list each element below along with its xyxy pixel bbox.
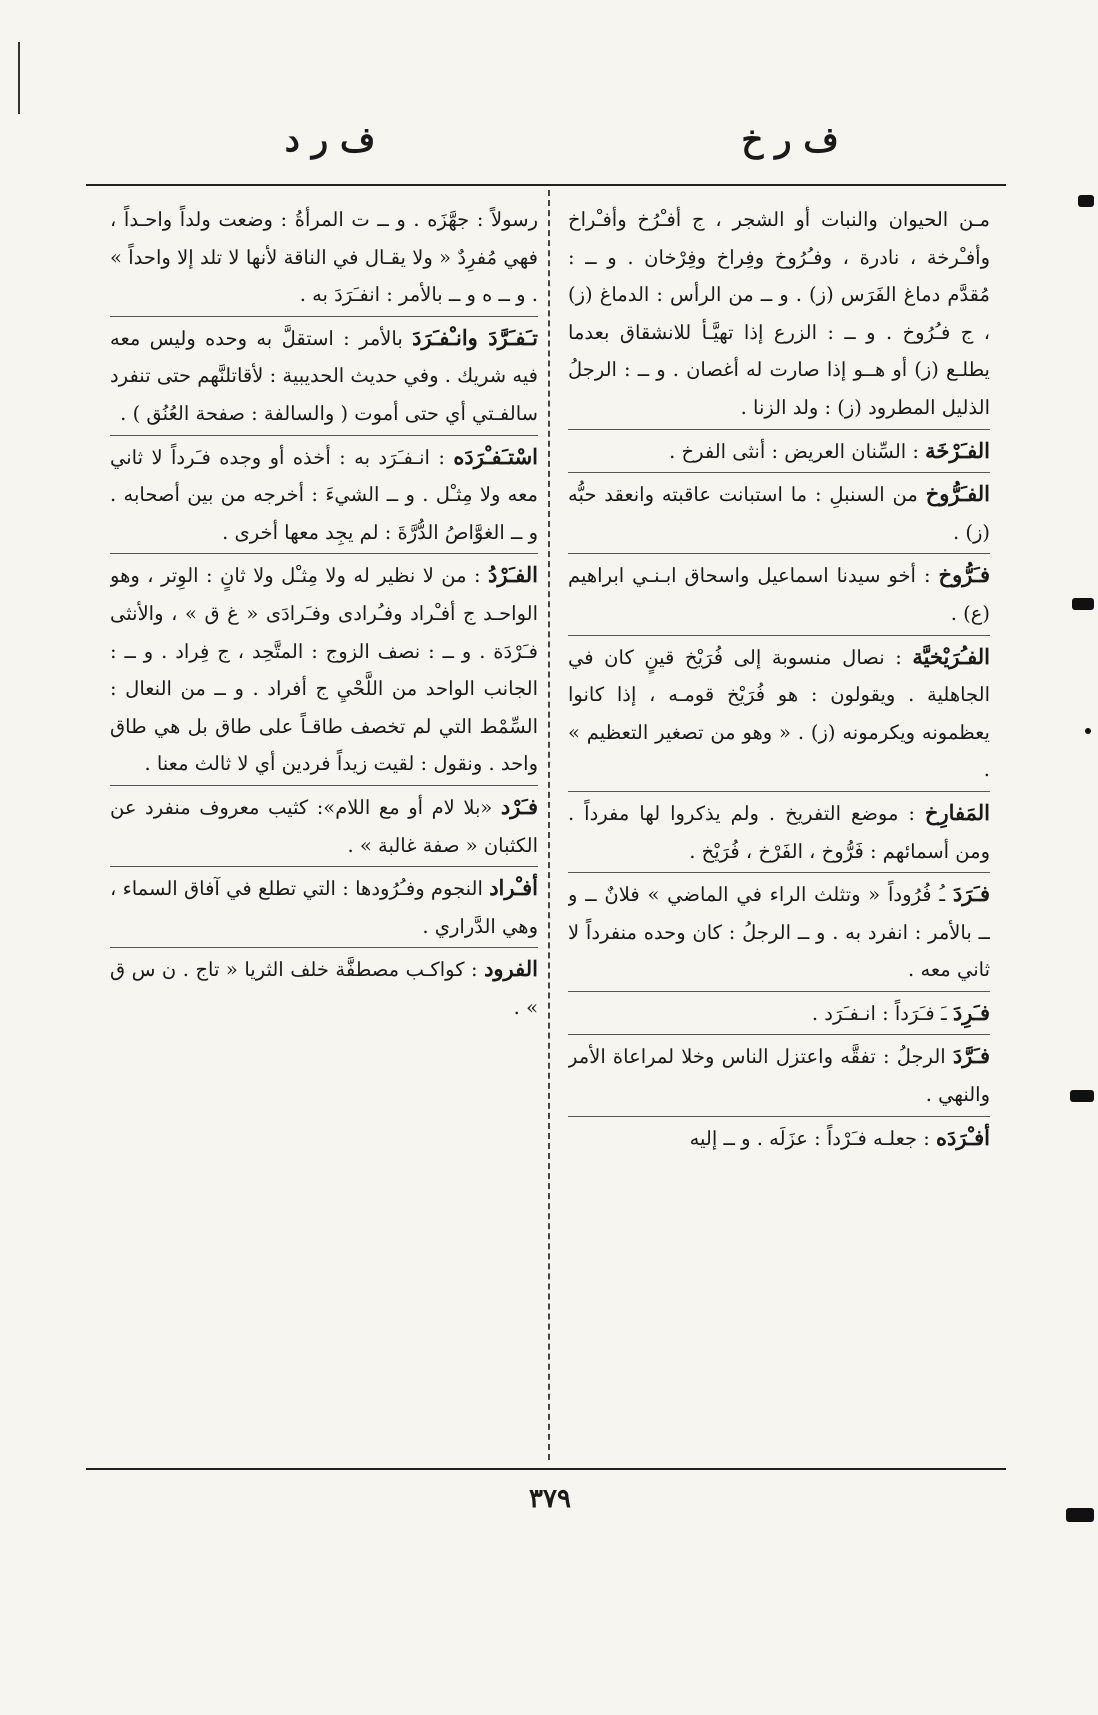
entry-continuation [110, 200, 538, 314]
footer-rule [86, 1468, 1006, 1470]
entry [110, 316, 538, 433]
entry [110, 866, 538, 945]
running-head-left: ف ر د [284, 120, 376, 160]
right-column [568, 200, 990, 1460]
definition: من السنبلِ : ما استبانت عاقبته وانعقد حبُّه (ز) . [568, 483, 990, 544]
definition: : أخو سيدنا اسماعيل واسحاق ابـنـي ابراهيم (ع) . [568, 564, 990, 625]
entry [110, 553, 538, 783]
headword: الفـُرَيْخيَّة [912, 643, 990, 669]
running-head-right: ف ر خ [741, 120, 839, 160]
definition: : من لا نظير له ولا مِثـْل ولا ثانٍ : الوِتر ، وهو الواحـد ج أفـْراد وفـُرادى وفـَرادَى « غ ق » ، والأنثى فـَرْدَة . و ــ : نصف الزوج : المتَّحِد ، ج فِراد . و ــ : الجانب الواحد من اللَّحْيِ ج أفراد . و ــ من النعال : السِّمْط التي لم تخصف طاقـاً على طاق بل هي طاق واحد . ونقول : لقيت زيداً فردين أي لا ثالث معنا . [110, 564, 538, 776]
headword: فـَرَّدَ [952, 1043, 990, 1069]
page-number: ٣٧٩ [529, 1484, 571, 1514]
definition: بالأمر : استقلَّ به وحده وليس معه فيه شريك . وفي حديث الحديبية : لأقاتلنَّهم حتى تنفرد سالفـتي أي حتى أموت ( والسالفة : صفحة العُنُق ) . [110, 326, 538, 425]
column-divider [548, 190, 550, 1460]
entry [568, 872, 990, 989]
scan-mark [1078, 195, 1094, 207]
headword: فـَرَدَ [952, 881, 990, 907]
headword: المَفارِخ [924, 799, 990, 825]
definition: : انـفـَرَد به : أخذه أو وجده فـَرداً لا ثاني معه ولا مِثـْل . و ــ الشيءَ : أخرجه من بين أصحابه . و ــ الغوَّاصُ الدُّرَّةَ : لم يجِد معها أخرى . [110, 445, 538, 544]
entry [110, 435, 538, 552]
headword: الفـَرْدُ [488, 562, 538, 588]
entry [568, 1116, 990, 1158]
scan-mark [1072, 598, 1094, 610]
left-column [110, 200, 538, 1460]
headword: أفـْراد [489, 875, 538, 901]
entry [110, 947, 538, 1026]
definition: النجوم وفـُرُودها : التي تطلع في آفاق السماء ، وهي الدَّراري . [110, 877, 538, 938]
entry [568, 429, 990, 471]
entry [568, 991, 990, 1033]
entry [568, 791, 990, 870]
definition: الرجلُ : تفقَّه واعتزل الناس وخلا لمراعاة الأمر والنهي . [568, 1045, 990, 1107]
headword: اسْتـَفـْرَدَه [453, 443, 538, 469]
headword: أفـْرَدَه [936, 1124, 990, 1150]
definition: ـَ فـَرَداً : انـفـَرَد . [811, 1001, 953, 1025]
headword: الفـَرْخَة [925, 437, 990, 463]
definition: : نصال منسوبة إلى فُرَيْخ قينٍ كان في الجاهلية . ويقولون : هو فُرَيْخ قومـه ، إذا كانوا يعظمونه ويكرمونه (ز) . « وهو من تصغير التعظيم » . [568, 645, 990, 782]
definition: : جعلـه فـَرْداً : عزَلَه . و ــ إليه [689, 1126, 937, 1150]
headword: الفـَرُّوخ [925, 481, 990, 507]
definition: : موضع التفريخ . ولم يذكروا لها مفرداً . ومن أسمائهم : فَرُّوخ ، الفَرْخ ، فُرَيْخ . [568, 801, 990, 863]
entry [568, 553, 990, 632]
headword: فـَرِدَ [952, 999, 990, 1025]
definition: «بلا لام أو مع اللام»: كثيب معروف منفرد عن الكثبان « صفة غالبة » . [110, 795, 538, 857]
entry [568, 1034, 990, 1113]
headword: الفرود [484, 956, 538, 982]
entry [568, 472, 990, 551]
entry-continuation [568, 200, 990, 427]
definition: : السِّنان العريض : أنثى الفرخ . [669, 439, 926, 463]
scan-mark [1070, 1090, 1094, 1102]
definition: ـُ فُرُوداً « وتثلث الراء في الماضي » فلانٌ ــ و ــ بالأمر : انفرد به . و ــ الرجلُ : كان وحده منفرداً لا ثاني معه . [568, 883, 990, 982]
header-rule [86, 184, 1006, 186]
headword: فـَرْد [500, 793, 538, 819]
definition: رسولاً : جهَّزَه . و ــ ت المرأةُ : وضعت ولداً واحـداً ، فهي مُفرِدٌ « ولا يقـال في الناقة لأنها لا تلد إلا واحداً » . و ــ ه و ــ بالأمر : انفـَرَدَ به . [110, 208, 538, 307]
entry [110, 785, 538, 864]
scan-mark [1066, 1508, 1094, 1522]
definition: : كواكـب مصطفَّة خلف الثريا « تاج . ن س ق » . [110, 958, 538, 1019]
headword: فـَرُّوخ [938, 562, 990, 588]
entry [568, 635, 990, 789]
definition: مـن الحيوان والنبات أو الشجر ، ج أفـْرُخ وأفـْراخ وأفـْرخة ، نادرة ، وفـُرُوخ وفِراخ وفِرْخان . و ــ : مُقدَّم دماغ الفَرَس (ز) . و ــ من الرأس : الدماغ (ز) ، ج فـُرُوخ . و ــ : الزرع إذا تهيَّـأ للانشقاق بعدما يطلـع (ز) أو هــو إذا صارت له أغصان . و ــ : الرجلُ الذليل المطرود (ز) : ولد الزنا . [568, 208, 990, 419]
headword: تـَفـَرَّدَ وانـْفـَرَدَ [412, 324, 538, 350]
page-edge-mark [18, 42, 20, 114]
scan-mark [1085, 728, 1091, 734]
